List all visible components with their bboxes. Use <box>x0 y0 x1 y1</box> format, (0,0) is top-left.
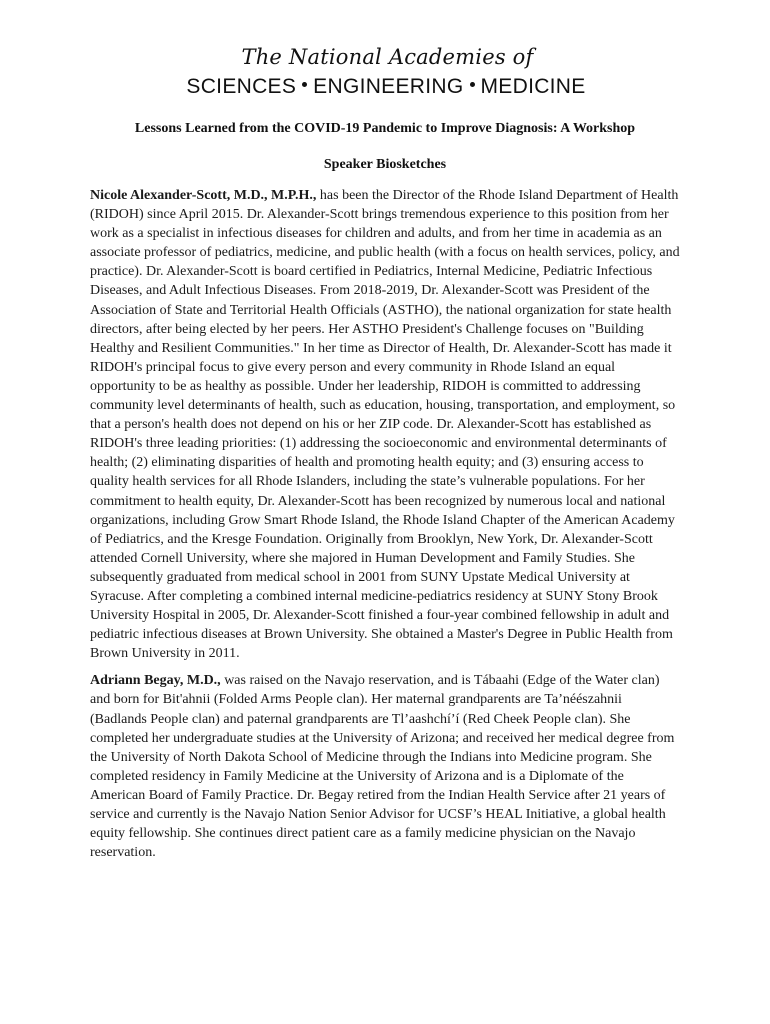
document-subtitle: Speaker Biosketches <box>323 157 447 172</box>
logo-bullet-icon <box>470 82 475 87</box>
nas-logo <box>0 44 770 100</box>
speaker-bio-text: was raised on the Navajo reservation, and is Tábaahi (Edge of the Water clan) and born for Bit'ahnii (Folded Arms People clan). Her maternal grandparents are Ta’néészahnii (Badlands People clan) and paternal grandparents are Tl’aashchí’í (Red Cheek People clan). She completed her undergraduate studies at the University of Arizona; and received her medical degree from the University of North Dakota School of Medicine through the Indians into Medicine program. She completed residency in Family Medicine at the University of Arizona and is a Diplomate of the American Board of Family Practice. Dr. Begay retired from the Indian Health Service after 21 years of service and currently is the Navajo Nation Senior Advisor for UCSF’s HEAL Initiative, a global health equity fellowship. She continues direct patient care as a family medicine physician on the Navajo reservation. <box>90 673 675 861</box>
logo-word-engineering: ENGINEERING <box>313 75 464 98</box>
biosketch-begay <box>90 671 680 862</box>
logo-word-medicine: MEDICINE <box>480 75 586 98</box>
speaker-bio-text: has been the Director of the Rhode Island Department of Health (RIDOH) since April 2015. Dr. Alexander-Scott brings tremendous experience to this position from her work as a specialist in infectious diseases for children and adults, and from her time in academia as an associate professor of pediatrics, medicine, and public health (with a focus on health services, policy, and practice). Dr. Alexander-Scott is board certified in Pediatrics, Internal Medicine, Pediatric Infectious Diseases, and Adult Infectious Diseases. From 2018-2019, Dr. Alexander-Scott was President of the Association of State and Territorial Health Officials (ASTHO), the national organization for state health directors, after being elected by her peers. Her ASTHO President's Challenge focuses on "Building Healthy and Resilient Communities." In her time as Director of Health, Dr. Alexander-Scott has made it RIDOH's principal focus to give every person and every community in Rhode Island an equal opportunity to be as healthy as possible. Under her leadership, RIDOH is committed to addressing community level determinants of health, such as education, housing, transportation, and employment, so that a person's health does not depend on his or her ZIP code. Dr. Alexander-Scott has established as RIDOH's three leading priorities: (1) addressing the socioeconomic and environmental determinants of health; (2) eliminating disparities of health and promoting health equity; and (3) ensuring access to quality health services for all Rhode Islanders, including the state’s vulnerable populations. For her commitment to health equity, Dr. Alexander-Scott has been recognized by numerous local and national organizations, including Grow Smart Rhode Island, the Rhode Island Chapter of the American Academy of Pediatrics, and the Kresge Foundation. Originally from Brooklyn, New York, Dr. Alexander-Scott attended Cornell University, where she majored in Human Development and Family Studies. She subsequently graduated from medical school in 2001 from SUNY Upstate Medical University at Syracuse. After completing a combined internal medicine-pediatrics residency at SUNY Stony Brook University Hospital in 2005, Dr. Alexander-Scott finished a four-year combined fellowship in adult and pediatric infectious diseases at Brown University. She obtained a Master's Degree in Public Health from Brown University in 2011. <box>90 188 680 662</box>
speaker-name: Adriann Begay, M.D., <box>90 673 221 689</box>
logo-bullet-icon <box>302 82 307 87</box>
biosketch-list <box>90 186 680 870</box>
logo-line-national-academies: The National Academies of <box>241 45 534 69</box>
speaker-name: Nicole Alexander-Scott, M.D., M.P.H., <box>90 188 317 203</box>
logo-word-sciences: SCIENCES <box>186 75 297 98</box>
biosketch-alexander-scott <box>90 186 680 663</box>
logo-line-disciplines <box>2 74 770 100</box>
document-title: Lessons Learned from the COVID-19 Pandemic to Improve Diagnosis: A Workshop <box>134 121 636 136</box>
